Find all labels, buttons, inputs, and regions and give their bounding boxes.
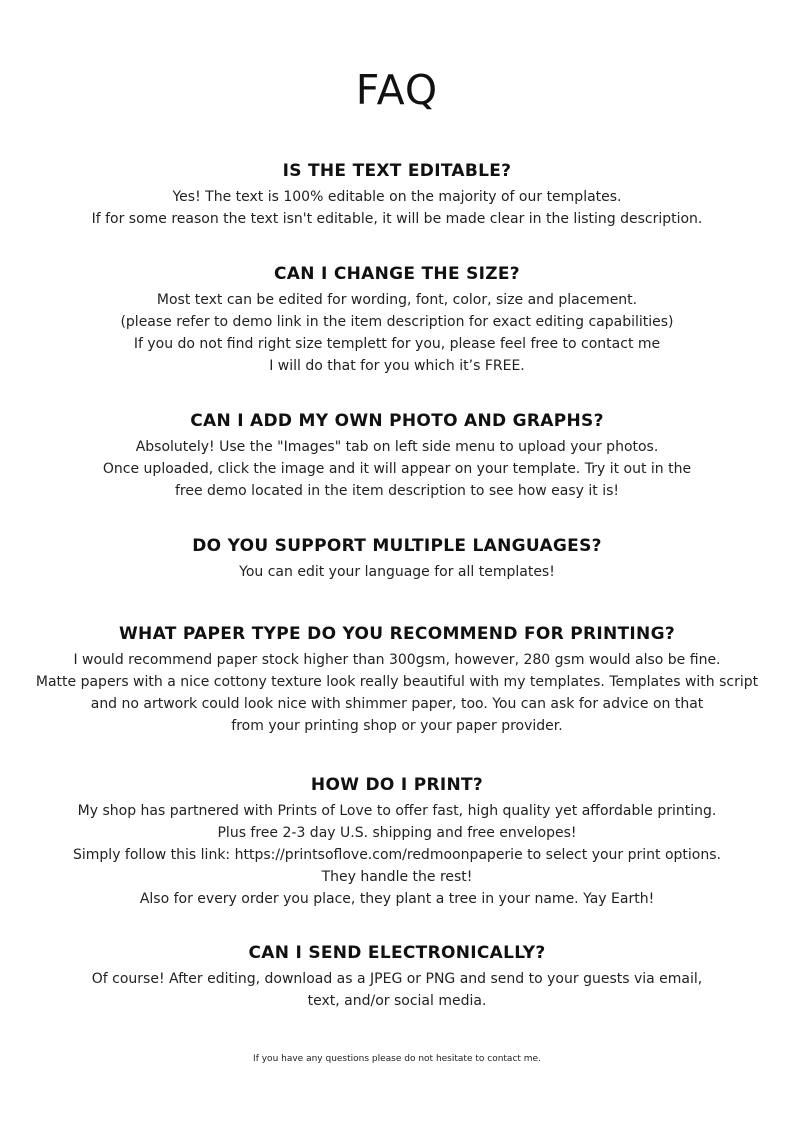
faq-answer [0, 186, 794, 230]
faq-question: HOW DO I PRINT? [310, 775, 484, 795]
faq-answer [0, 649, 794, 737]
answer-line: You can edit your language for all templates! [239, 564, 555, 580]
answer-line: Absolutely! Use the "Images" tab on left side menu to upload your photos. [135, 439, 659, 455]
faq-question: CAN I ADD MY OWN PHOTO AND GRAPHS? [190, 411, 604, 431]
faq-question: CAN I CHANGE THE SIZE? [274, 264, 520, 284]
answer-line: Most text can be edited for wording, font, color, size and placement. [156, 292, 638, 308]
faq-answer [0, 561, 794, 583]
answer-line: Plus free 2-3 day U.S. shipping and free envelopes! [217, 825, 577, 841]
faq-answer [0, 800, 794, 910]
answer-line: I will do that for you which it’s FREE. [269, 358, 525, 374]
faq-question: WHAT PAPER TYPE DO YOU RECOMMEND FOR PRINTING? [119, 624, 675, 644]
faq-item-send-electronically [0, 942, 794, 1012]
answer-line: Once uploaded, click the image and it will appear on your template. Try it out in the [102, 461, 692, 477]
faq-item-change-size [0, 263, 794, 377]
page-title: FAQ [355, 66, 439, 114]
answer-line: If you do not find right size templett for you, please feel free to contact me [133, 336, 661, 352]
answer-line: If for some reason the text isn't editable, it will be made clear in the listing description. [91, 211, 703, 227]
faq-item-paper-type [0, 623, 794, 737]
answer-line: Also for every order you place, they plant a tree in your name. Yay Earth! [139, 891, 655, 907]
faq-item-text-editable [0, 160, 794, 230]
faq-answer [0, 289, 794, 377]
faq-item-languages [0, 535, 794, 583]
answer-line: Simply follow this link: https://printsoflove.com/redmoonpaperie to select your print options. [73, 847, 721, 863]
faq-question: DO YOU SUPPORT MULTIPLE LANGUAGES? [192, 536, 602, 556]
faq-item-how-to-print [0, 774, 794, 910]
answer-line: free demo located in the item description to see how easy it is! [174, 483, 620, 499]
answer-line: Of course! After editing, download as a JPEG or PNG and send to your guests via email, [91, 971, 703, 987]
answer-line: and no artwork could look nice with shimmer paper, too. You can ask for advice on that [90, 696, 704, 712]
answer-line: They handle the rest! [321, 869, 473, 885]
faq-question: IS THE TEXT EDITABLE? [282, 161, 512, 181]
answer-line: from your printing shop or your paper provider. [231, 718, 563, 734]
answer-line: I would recommend paper stock higher than 300gsm, however, 280 gsm would also be fine. [73, 652, 721, 668]
faq-answer [0, 436, 794, 502]
answer-line: text, and/or social media. [307, 993, 487, 1009]
closing-note: If you have any questions please do not hesitate to contact me. [253, 1054, 541, 1064]
answer-line: My shop has partnered with Prints of Love to offer fast, high quality yet affordable printing. [77, 803, 717, 819]
faq-answer [0, 968, 794, 1012]
answer-line: Matte papers with a nice cottony texture look really beautiful with my templates. Templates with script [35, 674, 759, 690]
answer-line: (please refer to demo link in the item description for exact editing capabilities) [120, 314, 674, 330]
answer-line: Yes! The text is 100% editable on the majority of our templates. [172, 189, 622, 205]
faq-question: CAN I SEND ELECTRONICALLY? [248, 943, 546, 963]
faq-item-add-photo [0, 410, 794, 502]
